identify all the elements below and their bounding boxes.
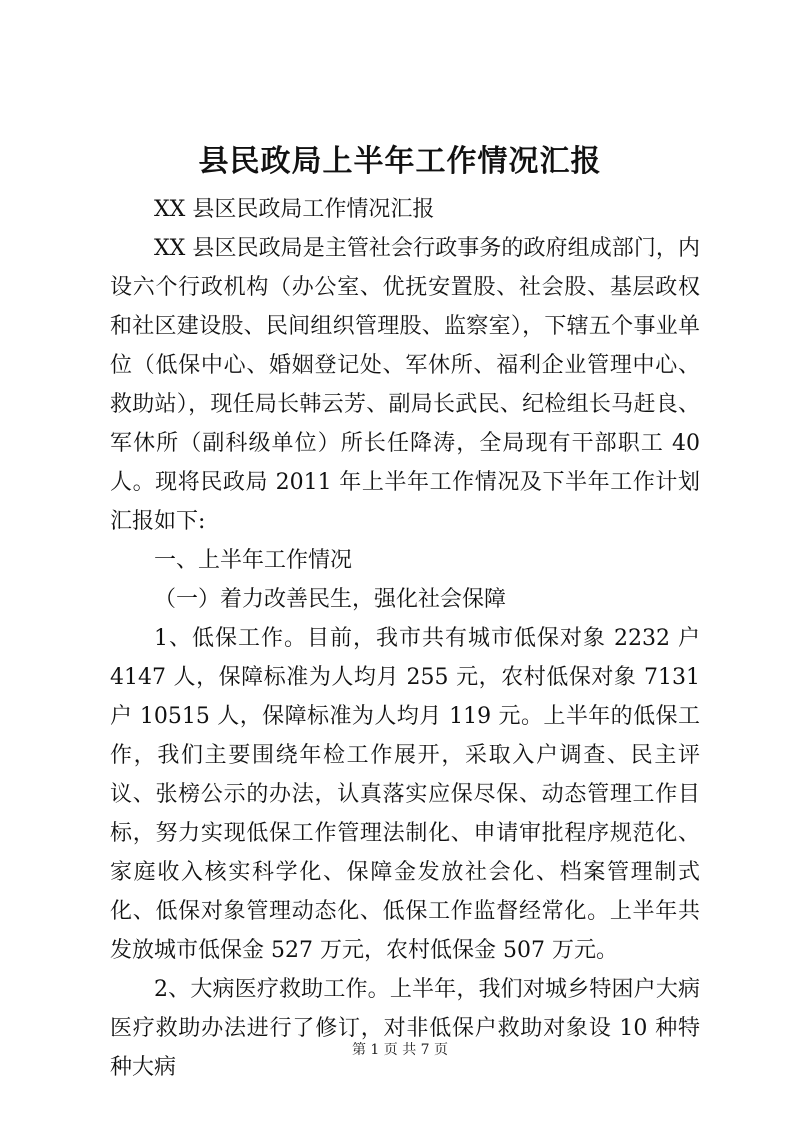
paragraph-medical-aid: 2、大病医疗救助工作。上半年，我们对城乡特困户大病医疗救助办法进行了修订，对非低保户救助对象设 10 种特种大病 [110, 977, 700, 1080]
page-footer: 第 1 页 共 7 页 [351, 1042, 449, 1058]
paragraph-subtitle: XX 县区民政局工作情况汇报 [154, 197, 435, 222]
section-heading: 一、上半年工作情况 [154, 548, 353, 573]
document-body [110, 190, 700, 1087]
paragraph-intro: XX 县区民政局是主管社会行政事务的政府组成部门，内设六个行政机构（办公室、优抚安置股、社会股、基层政权和社区建设股、民间组织管理股、监察室），下辖五个事业单位（低保中心、婚姻登记处、军休所、福利企业管理中心、救助站），现任局长韩云芳、副局长武民、纪检组长马赶良、军休所（副科级单位）所长任降涛，全局现有干部职工 40 人。现将民政局 2011 年上半年工作情况及下半年工作计划汇报如下: [110, 236, 700, 534]
paragraph-low-income: 1、低保工作。目前，我市共有城市低保对象 2232 户 4147 人，保障标准为人均月 255 元，农村低保对象 7131 户 10515 人，保障标准为人均月 119 元。上半年的低保工作，我们主要围绕年检工作展开，采取入户调查、民主评议、张榜公示的办法，认真落实应保尽保、动态管理工作目标，努力实现低保工作管理法制化、申请审批程序规范化、家庭收入核实科学化、保障金发放社会化、档案管理制式化、低保对象管理动态化、低保工作监督经常化。上半年共发放城市低保金 527 万元，农村低保金 507 万元。 [110, 626, 700, 963]
document-title: 县民政局上半年工作情况汇报 [198, 144, 602, 179]
subsection-heading: （一）着力改善民生，强化社会保障 [154, 587, 507, 612]
